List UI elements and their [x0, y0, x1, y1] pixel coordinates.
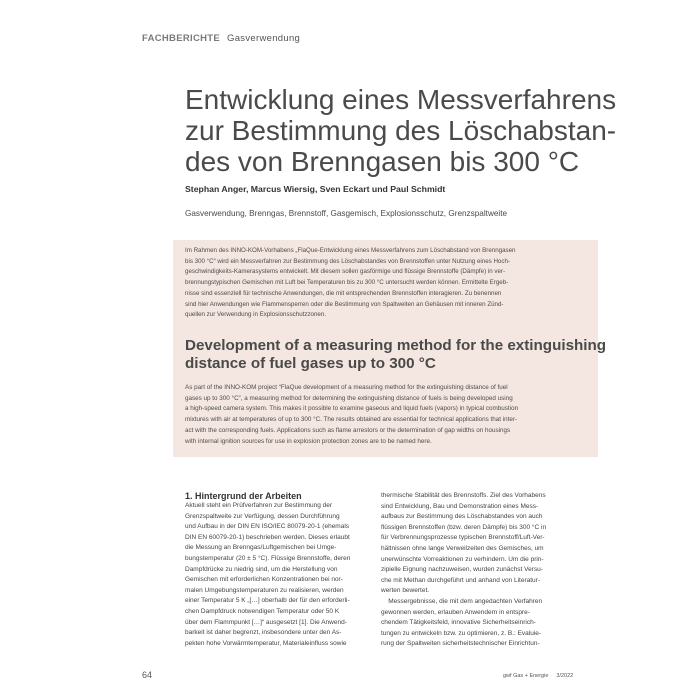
body-line: zipielle Eignung nachzuweisen, wurden zunächst Versu-	[381, 566, 543, 574]
english-title-line: distance of fuel gases up to 300 °C	[185, 355, 436, 372]
body-line: DIN EN 60079-20-1) beschrieben werden. Dieses erlaubt	[185, 533, 350, 541]
body-line: rung der Spaltweiten sicherheitstechnischer Einrichtun-	[381, 640, 540, 648]
body-line: barkeit ist daher begrenzt, insbesondere unter den As-	[185, 629, 342, 637]
abstract-german	[185, 246, 590, 321]
body-line: für Verbrennungsprozesse typischen Brennstoff/Luft-Ver-	[381, 534, 545, 542]
topic-label: Gasverwendung	[227, 33, 301, 44]
body-line: Aktuell steht ein Prüfverfahren zur Bestimmung der	[185, 502, 333, 509]
body-line: malen Umgebungstemperaturen zu realisieren, werden	[185, 586, 344, 594]
abstract-line: Im Rahmen des INNO-KOM-Vorhabens „FlaQue-Entwicklung eines Messverfahrens zum Löschabstand von Brenngasen	[185, 247, 516, 254]
body-line: bungstemperatur (20 ± 5 °C). Flüssige Brennstoffe, deren	[185, 554, 351, 562]
abstract-line: brennungstypischen Gemischen mit Luft bei Temperaturen bis zu 300 °C untersucht werden können. Ermittelte Ergeb-	[185, 279, 509, 287]
abstract-line: nisse sind essenziell für technische Anwendungen, die mit entsprechenden Brennstoffen interagieren. Zu benennen	[185, 289, 502, 297]
body-line: chen Dampfdruck notwendigen Temperatur oder 50 K	[185, 607, 340, 615]
keywords: Gasverwendung, Brenngas, Brennstoff, Gasgemisch, Explosionsschutz, Grenzspaltweite	[185, 209, 508, 218]
body-line: hältnissen ohne lange Verweilzeiten des Gemisches, um	[381, 544, 544, 552]
abstract-line: As part of the INNO-KOM project “FlaQue development of a measuring method for the extinguishing distance of fuel	[185, 384, 508, 391]
issue-number: 3/2022	[556, 673, 574, 679]
body-line: che mit Methan durchgeführt und anhand von Literatur-	[381, 576, 540, 584]
abstract-line: quellen zur Verwendung in Explosionsschutzzonen.	[185, 311, 327, 319]
body-line: pekten hohe Vorwärmtemperatur, Materialeinfluss sowie	[185, 639, 347, 647]
body-line: sind Entwicklung, Bau und Demonstration eines Mess-	[381, 502, 539, 510]
section-label: FACHBERICHTE	[142, 33, 221, 44]
body-line: flüssigen Brennstoffen (bzw. deren Dämpfe) bis 300 °C in	[381, 523, 547, 531]
body-line: Grenzspaltweite zur Verfügung, dessen Durchführung	[185, 512, 340, 520]
journal-name: gwf Gas + Energie	[503, 673, 549, 679]
abstract-line: bis 300 °C“ wird ein Messverfahren zur Bestimmung des Löschabstandes von Brennstoffen unter Nutzung eines Hoch-	[185, 257, 510, 265]
journal-footer	[503, 673, 573, 679]
abstract-english	[185, 383, 590, 447]
body-line: und Aufbau in der DIN EN ISO/IEC 80079-20-1 (ehemals	[185, 523, 350, 531]
body-line: einer Temperatur 5 K „[…] oberhalb der für den erforderli-	[185, 597, 350, 605]
abstract-line: geschwindigkeits-Kamerasystems entwickelt. Mit diesem sollen gasförmige und flüssige Brennstoffe (Dämpfe) in ver-	[185, 268, 506, 276]
running-header	[142, 33, 300, 44]
body-line: Dampfdrücke zu niedrig sind, um die Herstellung von	[185, 565, 338, 573]
body-line: tungen zu entwickeln bzw. zu optimieren, z. B.: Evaluie-	[381, 629, 542, 637]
title-line: Entwicklung eines Messverfahrens	[185, 84, 617, 115]
body-line: die Messung an Brenngas/Luftgemischen bei Umge-	[185, 544, 337, 552]
section-heading: 1. Hintergrund der Arbeiten	[185, 491, 302, 501]
body-line: thermische Stabilität des Brennstoffs. Ziel des Vorhabens	[381, 492, 546, 499]
body-line: werten bewertet.	[381, 587, 430, 595]
title-line: zur Bestimmung des Löschabstan-	[185, 115, 617, 146]
body-line: Gemischen mit erforderlichen Konzentrationen bei nor-	[185, 576, 343, 584]
abstract-line: a high-speed camera system. This makes it possible to examine gaseous and liquid fuels (vapors) in typical combustion	[185, 405, 519, 413]
article-title	[185, 84, 617, 177]
abstract-line: gases up to 300 °C”, a measuring method for determining the extinguishing distance of fuels is being developed using	[185, 394, 513, 402]
authors: Stephan Anger, Marcus Wiersig, Sven Eckart und Paul Schmidt	[185, 184, 446, 194]
title-line: des von Brenngasen bis 300 °C	[185, 146, 580, 177]
abstract-line: act with the corresponding fuels. Applications such as flame arrestors or the determination of gap widths on housings	[185, 426, 511, 434]
body-line: unerwünschte Vorreaktionen zu verhindern. Um die prin-	[381, 555, 544, 563]
body-column-right	[381, 491, 591, 650]
english-title	[185, 337, 607, 373]
body-line: über dem Flammpunkt […]“ ausgesetzt [1]. Die Anwend-	[185, 618, 347, 626]
english-title-line: Development of a measuring method for the extinguishing	[185, 337, 607, 354]
body-line: Messergebnisse, die mit dem angedachten Verfahren	[381, 597, 543, 605]
abstract-line: with internal ignition sources for use in explosion protection zones are to be named here.	[185, 437, 432, 445]
page-number: 64	[142, 670, 153, 680]
body-line: aufbaus zur Bestimmung des Löschabstandes von auch	[381, 513, 543, 521]
body-line: chendem Tätigkeitsfeld, innovative Sicherheitseinrich-	[381, 619, 536, 627]
abstract-line: sind hier Anwendungen wie Flammensperren oder die Bestimmung von Spaltweiten an Gehäusen mit inneren Zünd-	[185, 300, 504, 308]
abstract-line: mixtures with air at temperatures of up to 300 °C. The results obtained are essential for technical applications that inter-	[185, 416, 518, 424]
body-column-left	[185, 501, 371, 649]
body-line: gewonnen werden, erlauben Anwendern in entspre-	[381, 608, 530, 616]
